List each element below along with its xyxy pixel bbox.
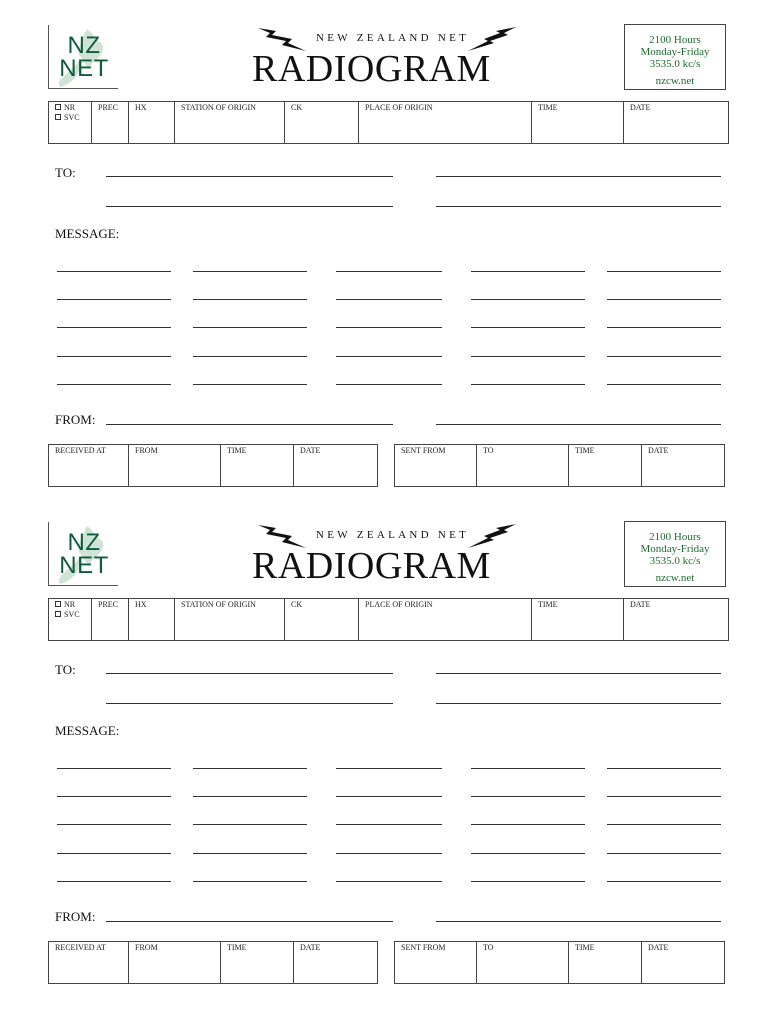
- svc-checkbox[interactable]: [55, 611, 61, 617]
- message-line[interactable]: [471, 796, 585, 797]
- received-table: [48, 941, 378, 984]
- sent-to-label: TO: [483, 943, 494, 952]
- schedule-box: [624, 521, 726, 587]
- message-line[interactable]: [471, 356, 585, 357]
- logo-nz-text: NZ: [67, 32, 101, 59]
- message-line[interactable]: [193, 881, 307, 882]
- received-date-field[interactable]: [294, 445, 378, 487]
- message-line[interactable]: [471, 327, 585, 328]
- radiogram-form-2: [0, 497, 770, 994]
- message-line[interactable]: [607, 327, 721, 328]
- received-at-label: RECEIVED AT: [55, 446, 106, 455]
- message-line[interactable]: [607, 853, 721, 854]
- header-title: RADIOGRAM: [252, 545, 491, 587]
- sent-table: [394, 941, 725, 984]
- schedule-hours: 2100 Hours: [649, 531, 701, 543]
- message-line[interactable]: [336, 796, 442, 797]
- logo-nz-text: NZ: [67, 529, 101, 556]
- message-line[interactable]: [336, 271, 442, 272]
- header-subtitle: NEW ZEALAND NET: [316, 32, 470, 44]
- place-of-origin-field[interactable]: [359, 599, 532, 641]
- from-label: FROM:: [55, 909, 96, 924]
- station-of-origin-field[interactable]: [175, 599, 285, 641]
- prec-field[interactable]: [92, 599, 129, 641]
- ck-field[interactable]: [285, 102, 359, 144]
- message-line[interactable]: [471, 881, 585, 882]
- message-line[interactable]: [57, 796, 171, 797]
- radiogram-form-1: [0, 0, 770, 497]
- preamble-table: [48, 101, 729, 144]
- preamble-table: [48, 598, 729, 641]
- sent-to-label: TO: [483, 446, 494, 455]
- nz-net-logo: [48, 25, 118, 89]
- received-at-field[interactable]: [49, 942, 129, 984]
- message-line[interactable]: [607, 299, 721, 300]
- received-time-label: TIME: [227, 943, 247, 952]
- schedule-box: [624, 24, 726, 90]
- place-of-origin-label: PLACE OF ORIGIN: [365, 103, 433, 112]
- to-line[interactable]: [436, 206, 721, 207]
- received-from-label: FROM: [135, 446, 158, 455]
- received-date-label: DATE: [300, 446, 321, 455]
- message-line[interactable]: [471, 299, 585, 300]
- sent-to-field[interactable]: [477, 445, 569, 487]
- message-line[interactable]: [193, 299, 307, 300]
- to-line[interactable]: [106, 673, 393, 674]
- station-of-origin-field[interactable]: [175, 102, 285, 144]
- nr-svc-cell[interactable]: [49, 102, 92, 144]
- hx-label: HX: [135, 600, 147, 609]
- message-line[interactable]: [193, 356, 307, 357]
- date-label: DATE: [630, 103, 651, 112]
- to-line[interactable]: [436, 176, 721, 177]
- time-field[interactable]: [532, 599, 624, 641]
- time-label: TIME: [538, 103, 558, 112]
- message-line[interactable]: [471, 853, 585, 854]
- received-table: [48, 444, 378, 487]
- from-line[interactable]: [106, 921, 393, 922]
- ck-field[interactable]: [285, 599, 359, 641]
- header-subtitle: NEW ZEALAND NET: [316, 529, 470, 541]
- svc-checkbox[interactable]: [55, 114, 61, 120]
- place-of-origin-label: PLACE OF ORIGIN: [365, 600, 433, 609]
- from-label: FROM:: [55, 412, 96, 427]
- message-line[interactable]: [57, 824, 171, 825]
- message-line[interactable]: [607, 384, 721, 385]
- sent-time-field[interactable]: [569, 445, 642, 487]
- to-line[interactable]: [436, 703, 721, 704]
- from-line[interactable]: [436, 921, 721, 922]
- received-from-label: FROM: [135, 943, 158, 952]
- ck-label: CK: [291, 103, 303, 112]
- station-of-origin-label: STATION OF ORIGIN: [181, 103, 256, 112]
- message-line[interactable]: [607, 796, 721, 797]
- svc-label: SVC: [64, 113, 80, 122]
- to-line[interactable]: [436, 673, 721, 674]
- message-line[interactable]: [607, 356, 721, 357]
- received-from-field[interactable]: [129, 942, 221, 984]
- logo-net-text: NET: [59, 55, 109, 82]
- received-time-field[interactable]: [221, 942, 294, 984]
- prec-label: PREC: [98, 600, 119, 609]
- to-line[interactable]: [106, 206, 393, 207]
- nr-label: NR: [64, 600, 76, 609]
- website-link[interactable]: nzcw.net: [655, 75, 695, 87]
- sent-to-field[interactable]: [477, 942, 569, 984]
- svc-label: SVC: [64, 610, 80, 619]
- message-line[interactable]: [607, 271, 721, 272]
- sent-time-label: TIME: [575, 943, 595, 952]
- message-line[interactable]: [336, 356, 442, 357]
- schedule-frequency: 3535.0 kc/s: [649, 555, 701, 567]
- message-label: MESSAGE:: [55, 226, 120, 241]
- received-date-field[interactable]: [294, 942, 378, 984]
- message-line[interactable]: [471, 384, 585, 385]
- from-line[interactable]: [436, 424, 721, 425]
- date-field[interactable]: [624, 102, 729, 144]
- schedule-frequency: 3535.0 kc/s: [649, 58, 701, 70]
- hx-field[interactable]: [129, 102, 175, 144]
- message-line[interactable]: [193, 327, 307, 328]
- time-field[interactable]: [532, 102, 624, 144]
- message-line[interactable]: [336, 327, 442, 328]
- message-line[interactable]: [336, 853, 442, 854]
- nr-label: NR: [64, 103, 76, 112]
- message-line[interactable]: [57, 356, 171, 357]
- message-line[interactable]: [607, 881, 721, 882]
- to-label: TO:: [55, 165, 76, 180]
- message-line[interactable]: [336, 384, 442, 385]
- received-at-label: RECEIVED AT: [55, 943, 106, 952]
- message-line[interactable]: [193, 384, 307, 385]
- message-line[interactable]: [193, 271, 307, 272]
- message-label: MESSAGE:: [55, 723, 120, 738]
- message-line[interactable]: [57, 299, 171, 300]
- sent-date-field[interactable]: [642, 942, 725, 984]
- message-line[interactable]: [193, 768, 307, 769]
- hx-field[interactable]: [129, 599, 175, 641]
- to-line[interactable]: [106, 176, 393, 177]
- message-line[interactable]: [336, 299, 442, 300]
- message-line[interactable]: [57, 853, 171, 854]
- prec-field[interactable]: [92, 102, 129, 144]
- message-line[interactable]: [57, 327, 171, 328]
- received-time-field[interactable]: [221, 445, 294, 487]
- sent-from-field[interactable]: [395, 445, 477, 487]
- message-line[interactable]: [193, 796, 307, 797]
- message-line[interactable]: [471, 768, 585, 769]
- sent-date-field[interactable]: [642, 445, 725, 487]
- message-line[interactable]: [607, 768, 721, 769]
- message-line[interactable]: [57, 384, 171, 385]
- message-line[interactable]: [336, 768, 442, 769]
- to-label: TO:: [55, 662, 76, 677]
- message-line[interactable]: [193, 824, 307, 825]
- message-line[interactable]: [471, 271, 585, 272]
- message-line[interactable]: [607, 824, 721, 825]
- received-time-label: TIME: [227, 446, 247, 455]
- website-link[interactable]: nzcw.net: [655, 572, 695, 584]
- schedule-hours: 2100 Hours: [649, 34, 701, 46]
- place-of-origin-field[interactable]: [359, 102, 532, 144]
- to-line[interactable]: [106, 703, 393, 704]
- time-label: TIME: [538, 600, 558, 609]
- message-line[interactable]: [336, 881, 442, 882]
- nz-net-logo: [48, 522, 118, 586]
- message-line[interactable]: [57, 271, 171, 272]
- hx-label: HX: [135, 103, 147, 112]
- schedule-days: Monday-Friday: [640, 543, 710, 555]
- date-field[interactable]: [624, 599, 729, 641]
- sent-date-label: DATE: [648, 446, 669, 455]
- prec-label: PREC: [98, 103, 119, 112]
- nr-svc-cell[interactable]: [49, 599, 92, 641]
- sent-time-label: TIME: [575, 446, 595, 455]
- message-line[interactable]: [471, 824, 585, 825]
- message-line[interactable]: [57, 768, 171, 769]
- sent-from-field[interactable]: [395, 942, 477, 984]
- sent-table: [394, 444, 725, 487]
- date-label: DATE: [630, 600, 651, 609]
- schedule-days: Monday-Friday: [640, 46, 710, 58]
- received-from-field[interactable]: [129, 445, 221, 487]
- sent-from-label: SENT FROM: [401, 943, 446, 952]
- message-line[interactable]: [193, 853, 307, 854]
- sent-time-field[interactable]: [569, 942, 642, 984]
- station-of-origin-label: STATION OF ORIGIN: [181, 600, 256, 609]
- sent-date-label: DATE: [648, 943, 669, 952]
- header-title: RADIOGRAM: [252, 48, 491, 90]
- nr-checkbox[interactable]: [55, 104, 61, 110]
- received-at-field[interactable]: [49, 445, 129, 487]
- ck-label: CK: [291, 600, 303, 609]
- received-date-label: DATE: [300, 943, 321, 952]
- from-line[interactable]: [106, 424, 393, 425]
- nr-checkbox[interactable]: [55, 601, 61, 607]
- logo-net-text: NET: [59, 552, 109, 579]
- message-line[interactable]: [57, 881, 171, 882]
- sent-from-label: SENT FROM: [401, 446, 446, 455]
- message-line[interactable]: [336, 824, 442, 825]
